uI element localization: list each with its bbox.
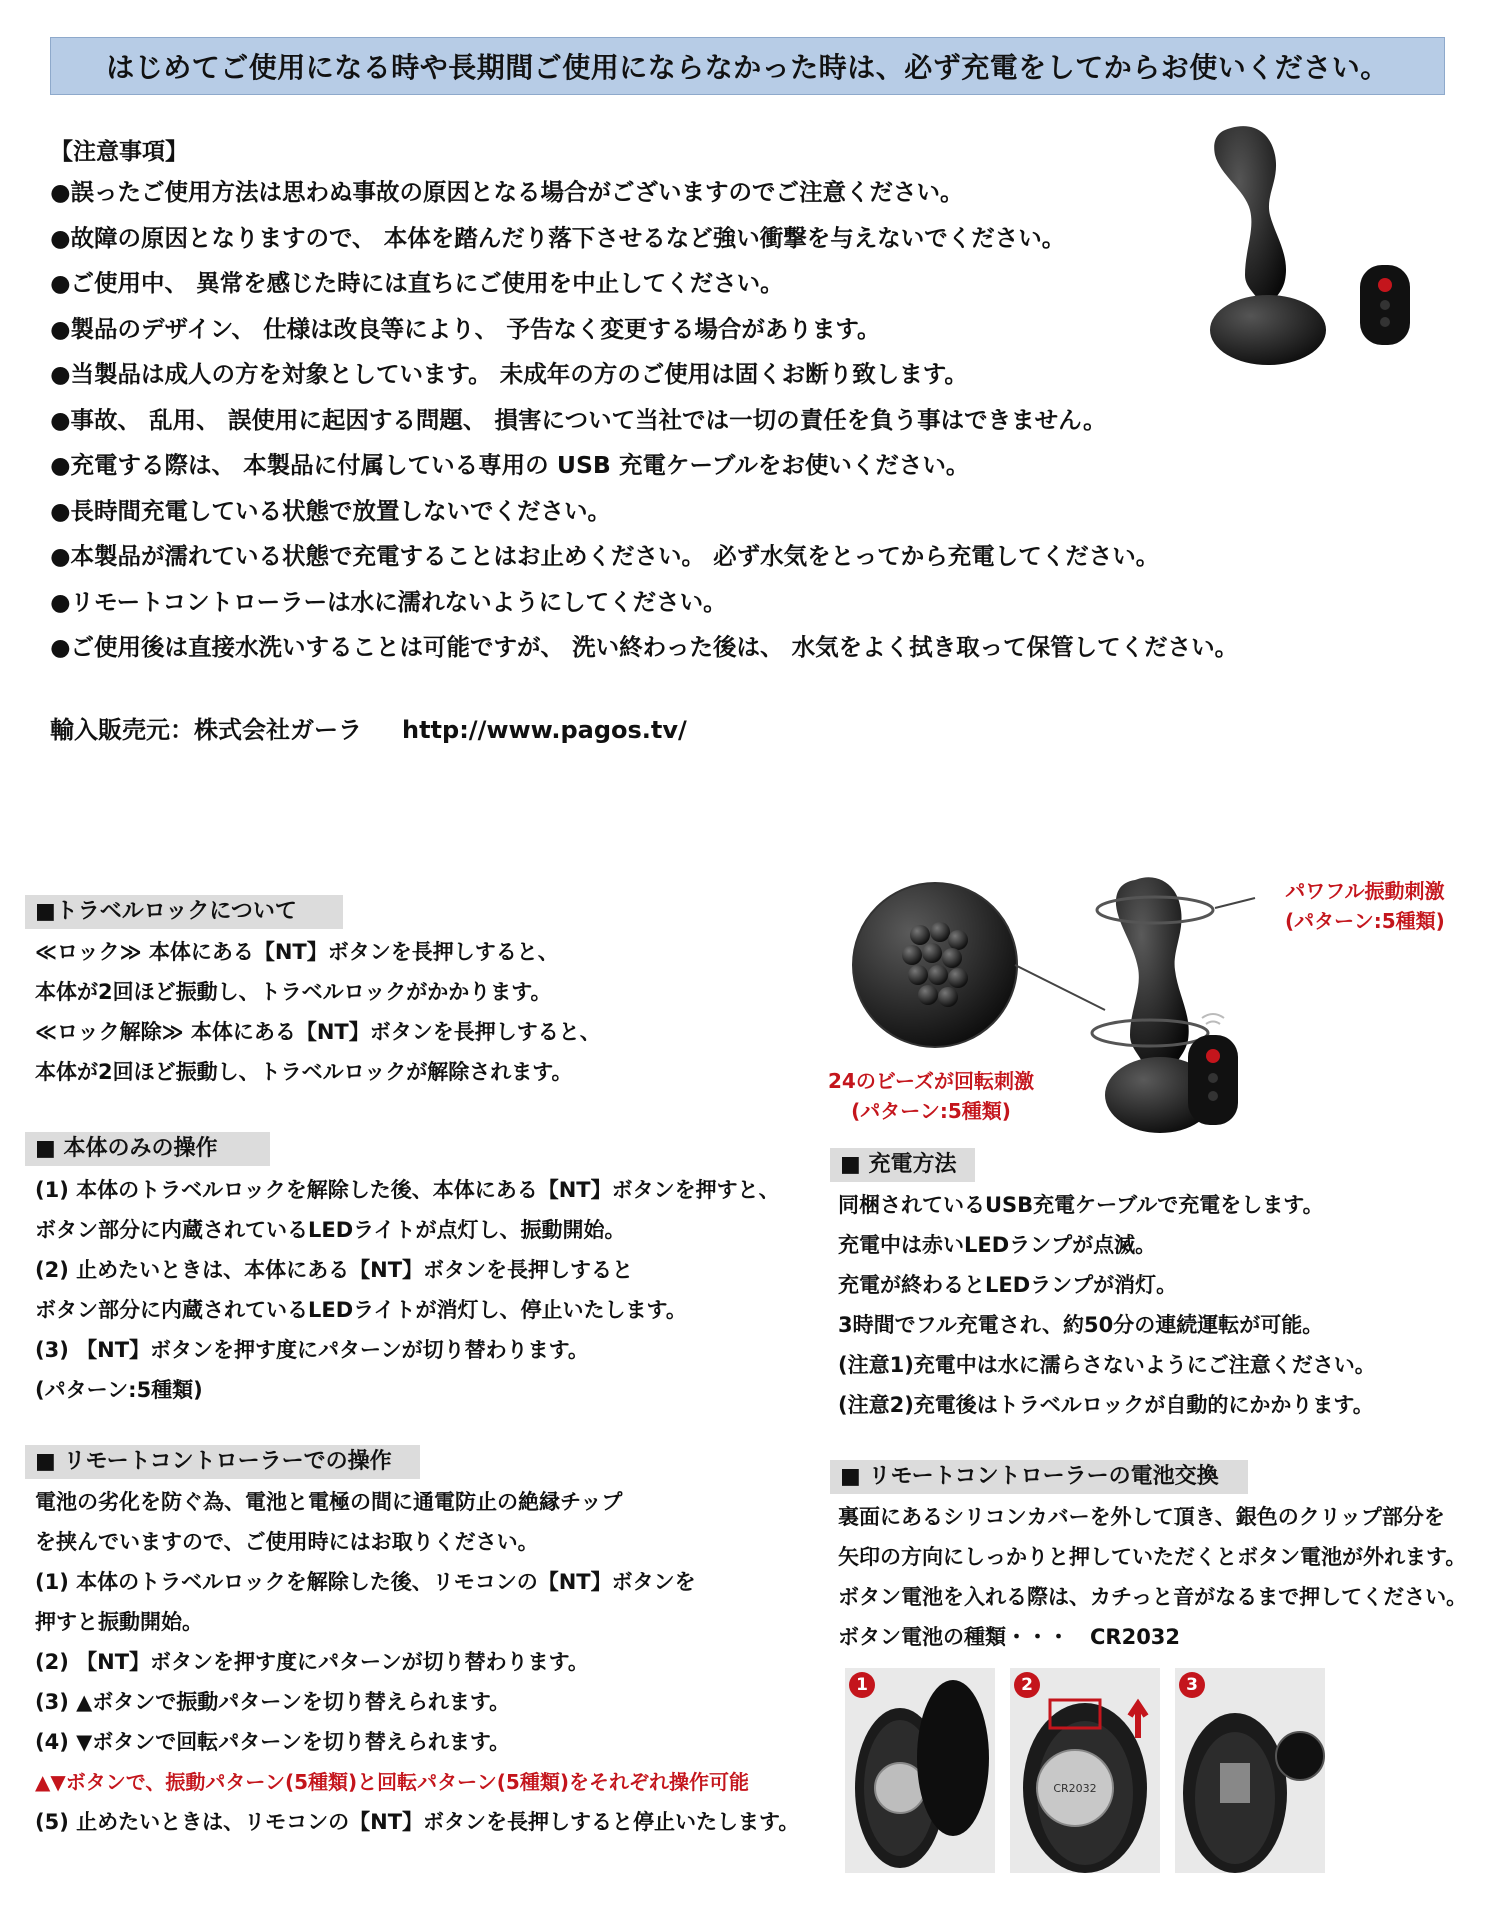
remote-ops-highlight: ▲▼ボタンで、振動パターン(5種類)と回転パターン(5種類)をそれぞれ操作可能 bbox=[35, 1770, 749, 1794]
remote-ops-line: (3) ▲ボタンで振動パターンを切り替えられます。 bbox=[35, 1690, 511, 1714]
notice-heading: 【注意事項】 bbox=[50, 139, 188, 165]
remote-open-icon bbox=[845, 1668, 995, 1873]
notice-item: ●リモートコントローラーは水に濡れないようにしてください。 bbox=[50, 587, 727, 616]
notice-item: ●故障の原因となりますので、 本体を踏んだり落下させるなど強い衝撃を与えないでください。 bbox=[50, 223, 1066, 252]
travel-lock-line: ≪ロック解除≫ 本体にある【NT】ボタンを長押しすると、 bbox=[35, 1020, 601, 1044]
notice-item: ●事故、 乱用、 誤使用に起因する問題、 損害について当社では一切の責任を負う事はできません。 bbox=[50, 405, 1107, 434]
charging-heading: ■ 充電方法 bbox=[830, 1148, 975, 1182]
notice-item: ●本製品が濡れている状態で充電することはお止めください。 必ず水気をとってから充電してください。 bbox=[50, 542, 1160, 570]
body-only-line: ボタン部分に内蔵されているLEDライトが点灯し、振動開始。 bbox=[35, 1218, 626, 1242]
battery-line: ボタン電池の種類・・・ CR2032 bbox=[838, 1625, 1181, 1649]
charging-line: 同梱されているUSB充電ケーブルで充電をします。 bbox=[838, 1193, 1324, 1217]
battery-line: 矢印の方向にしっかりと押していただくとボタン電池が外れます。 bbox=[838, 1545, 1467, 1569]
step-badge: 3 bbox=[1179, 1672, 1205, 1698]
charging-line: 充電が終わるとLEDランプが消灯。 bbox=[838, 1273, 1178, 1297]
charging-line: (注意2)充電後はトラベルロックが自動的にかかります。 bbox=[838, 1393, 1374, 1417]
remote-ops-line: 押すと振動開始。 bbox=[35, 1610, 203, 1634]
notice-item: ●製品のデザイン、 仕様は改良等により、 予告なく変更する場合があります。 bbox=[50, 314, 881, 343]
notice-list bbox=[50, 170, 1238, 671]
remote-ops-line: (4) ▼ボタンで回転パターンを切り替えられます。 bbox=[35, 1730, 511, 1754]
body-only-line: (3) 【NT】ボタンを押す度にパターンが切り替わります。 bbox=[35, 1338, 589, 1362]
step-photo-1 bbox=[845, 1668, 995, 1873]
travel-lock-line: 本体が2回ほど振動し、トラベルロックが解除されます。 bbox=[35, 1060, 573, 1084]
importer-line bbox=[50, 710, 687, 745]
body-only-line: (パターン:5種類) bbox=[35, 1378, 203, 1402]
remote-ops-line: 電池の劣化を防ぐ為、電池と電極の間に通電防止の絶縁チップ bbox=[35, 1490, 623, 1514]
rotation-callout-title: 24のビーズが回転刺激 bbox=[828, 1069, 1035, 1093]
vibration-callout-sub: (パターン:5種類) bbox=[1285, 909, 1445, 933]
battery-line: 裏面にあるシリコンカバーを外して頂き、銀色のクリップ部分を bbox=[838, 1505, 1445, 1529]
charging-line: (注意1)充電中は水に濡らさないようにご注意ください。 bbox=[838, 1353, 1376, 1377]
charging-line: 充電中は赤いLEDランプが点滅。 bbox=[838, 1233, 1157, 1257]
notice-item: ●長時間充電している状態で放置しないでください。 bbox=[50, 496, 612, 525]
remote-ops-line: (1) 本体のトラベルロックを解除した後、リモコンの【NT】ボタンを bbox=[35, 1570, 696, 1594]
charge-banner: はじめてご使用になる時や長期間ご使用にならなかった時は、必ず充電をしてからお使いください。 bbox=[50, 37, 1445, 95]
body-only-line: ボタン部分に内蔵されているLEDライトが消灯し、停止いたします。 bbox=[35, 1298, 687, 1322]
battery-label: CR2032 bbox=[1053, 1782, 1097, 1795]
step-photo-2 bbox=[1010, 1668, 1160, 1873]
travel-lock-line: ≪ロック≫ 本体にある【NT】ボタンを長押しすると、 bbox=[35, 940, 559, 964]
battery-line: ボタン電池を入れる際は、カチっと音がなるまで押してください。 bbox=[838, 1585, 1468, 1609]
remote-ops-line: を挟んでいますので、ご使用時にはお取りください。 bbox=[35, 1530, 539, 1554]
body-only-heading: ■ 本体のみの操作 bbox=[25, 1132, 270, 1166]
body-only-line: (1) 本体のトラベルロックを解除した後、本体にある【NT】ボタンを押すと、 bbox=[35, 1178, 780, 1202]
body-only-body bbox=[35, 1170, 780, 1410]
rotation-callout bbox=[828, 1066, 1034, 1126]
step-badge: 1 bbox=[849, 1672, 875, 1698]
notice-item: ●誤ったご使用方法は思わぬ事故の原因となる場合がございますのでご注意ください。 bbox=[50, 178, 964, 206]
body-only-line: (2) 止めたいときは、本体にある【NT】ボタンを長押しすると bbox=[35, 1258, 634, 1282]
notice-item: ●ご使用中、 異常を感じた時には直ちにご使用を中止してください。 bbox=[50, 269, 784, 297]
notice-item: ●充電する際は、 本製品に付属している専用の USB 充電ケーブルをお使いください。 bbox=[50, 451, 970, 479]
rotation-callout-sub: (パターン:5種類) bbox=[851, 1099, 1011, 1123]
travel-lock-line: 本体が2回ほど振動し、トラベルロックがかかります。 bbox=[35, 980, 552, 1004]
importer-url[interactable]: http://www.pagos.tv/ bbox=[402, 716, 687, 744]
battery-removed-icon bbox=[1175, 1668, 1325, 1873]
remote-ops-line: (5) 止めたいときは、リモコンの【NT】ボタンを長押しすると停止いたします。 bbox=[35, 1810, 800, 1834]
battery-body bbox=[838, 1497, 1467, 1657]
vibration-callout bbox=[1285, 876, 1445, 936]
travel-lock-body bbox=[35, 932, 601, 1092]
travel-lock-heading: ■トラベルロックについて bbox=[25, 895, 343, 929]
step-badge: 2 bbox=[1014, 1672, 1040, 1698]
notice-item: ●ご使用後は直接水洗いすることは可能ですが、 洗い終わった後は、 水気をよく拭き取って保管してください。 bbox=[50, 633, 1239, 661]
vibration-callout-title: パワフル振動刺激 bbox=[1285, 879, 1445, 903]
remote-ops-heading: ■ リモートコントローラーでの操作 bbox=[25, 1445, 420, 1479]
importer-label: 輸入販売元：株式会社ガーラ bbox=[50, 716, 362, 744]
battery-heading: ■ リモートコントローラーの電池交換 bbox=[830, 1460, 1248, 1494]
charging-body bbox=[838, 1185, 1376, 1425]
charging-line: 3時間でフル充電され、約50分の連続運転が可能。 bbox=[838, 1313, 1324, 1337]
step-photo-3 bbox=[1175, 1668, 1325, 1873]
product-image-top bbox=[1200, 115, 1430, 375]
battery-clip-icon bbox=[1010, 1668, 1160, 1873]
remote-ops-body bbox=[35, 1482, 799, 1842]
remote-ops-line: (2) 【NT】ボタンを押す度にパターンが切り替わります。 bbox=[35, 1650, 589, 1674]
notice-item: ●当製品は成人の方を対象としています。 未成年の方のご使用は固くお断り致します。 bbox=[50, 360, 968, 388]
